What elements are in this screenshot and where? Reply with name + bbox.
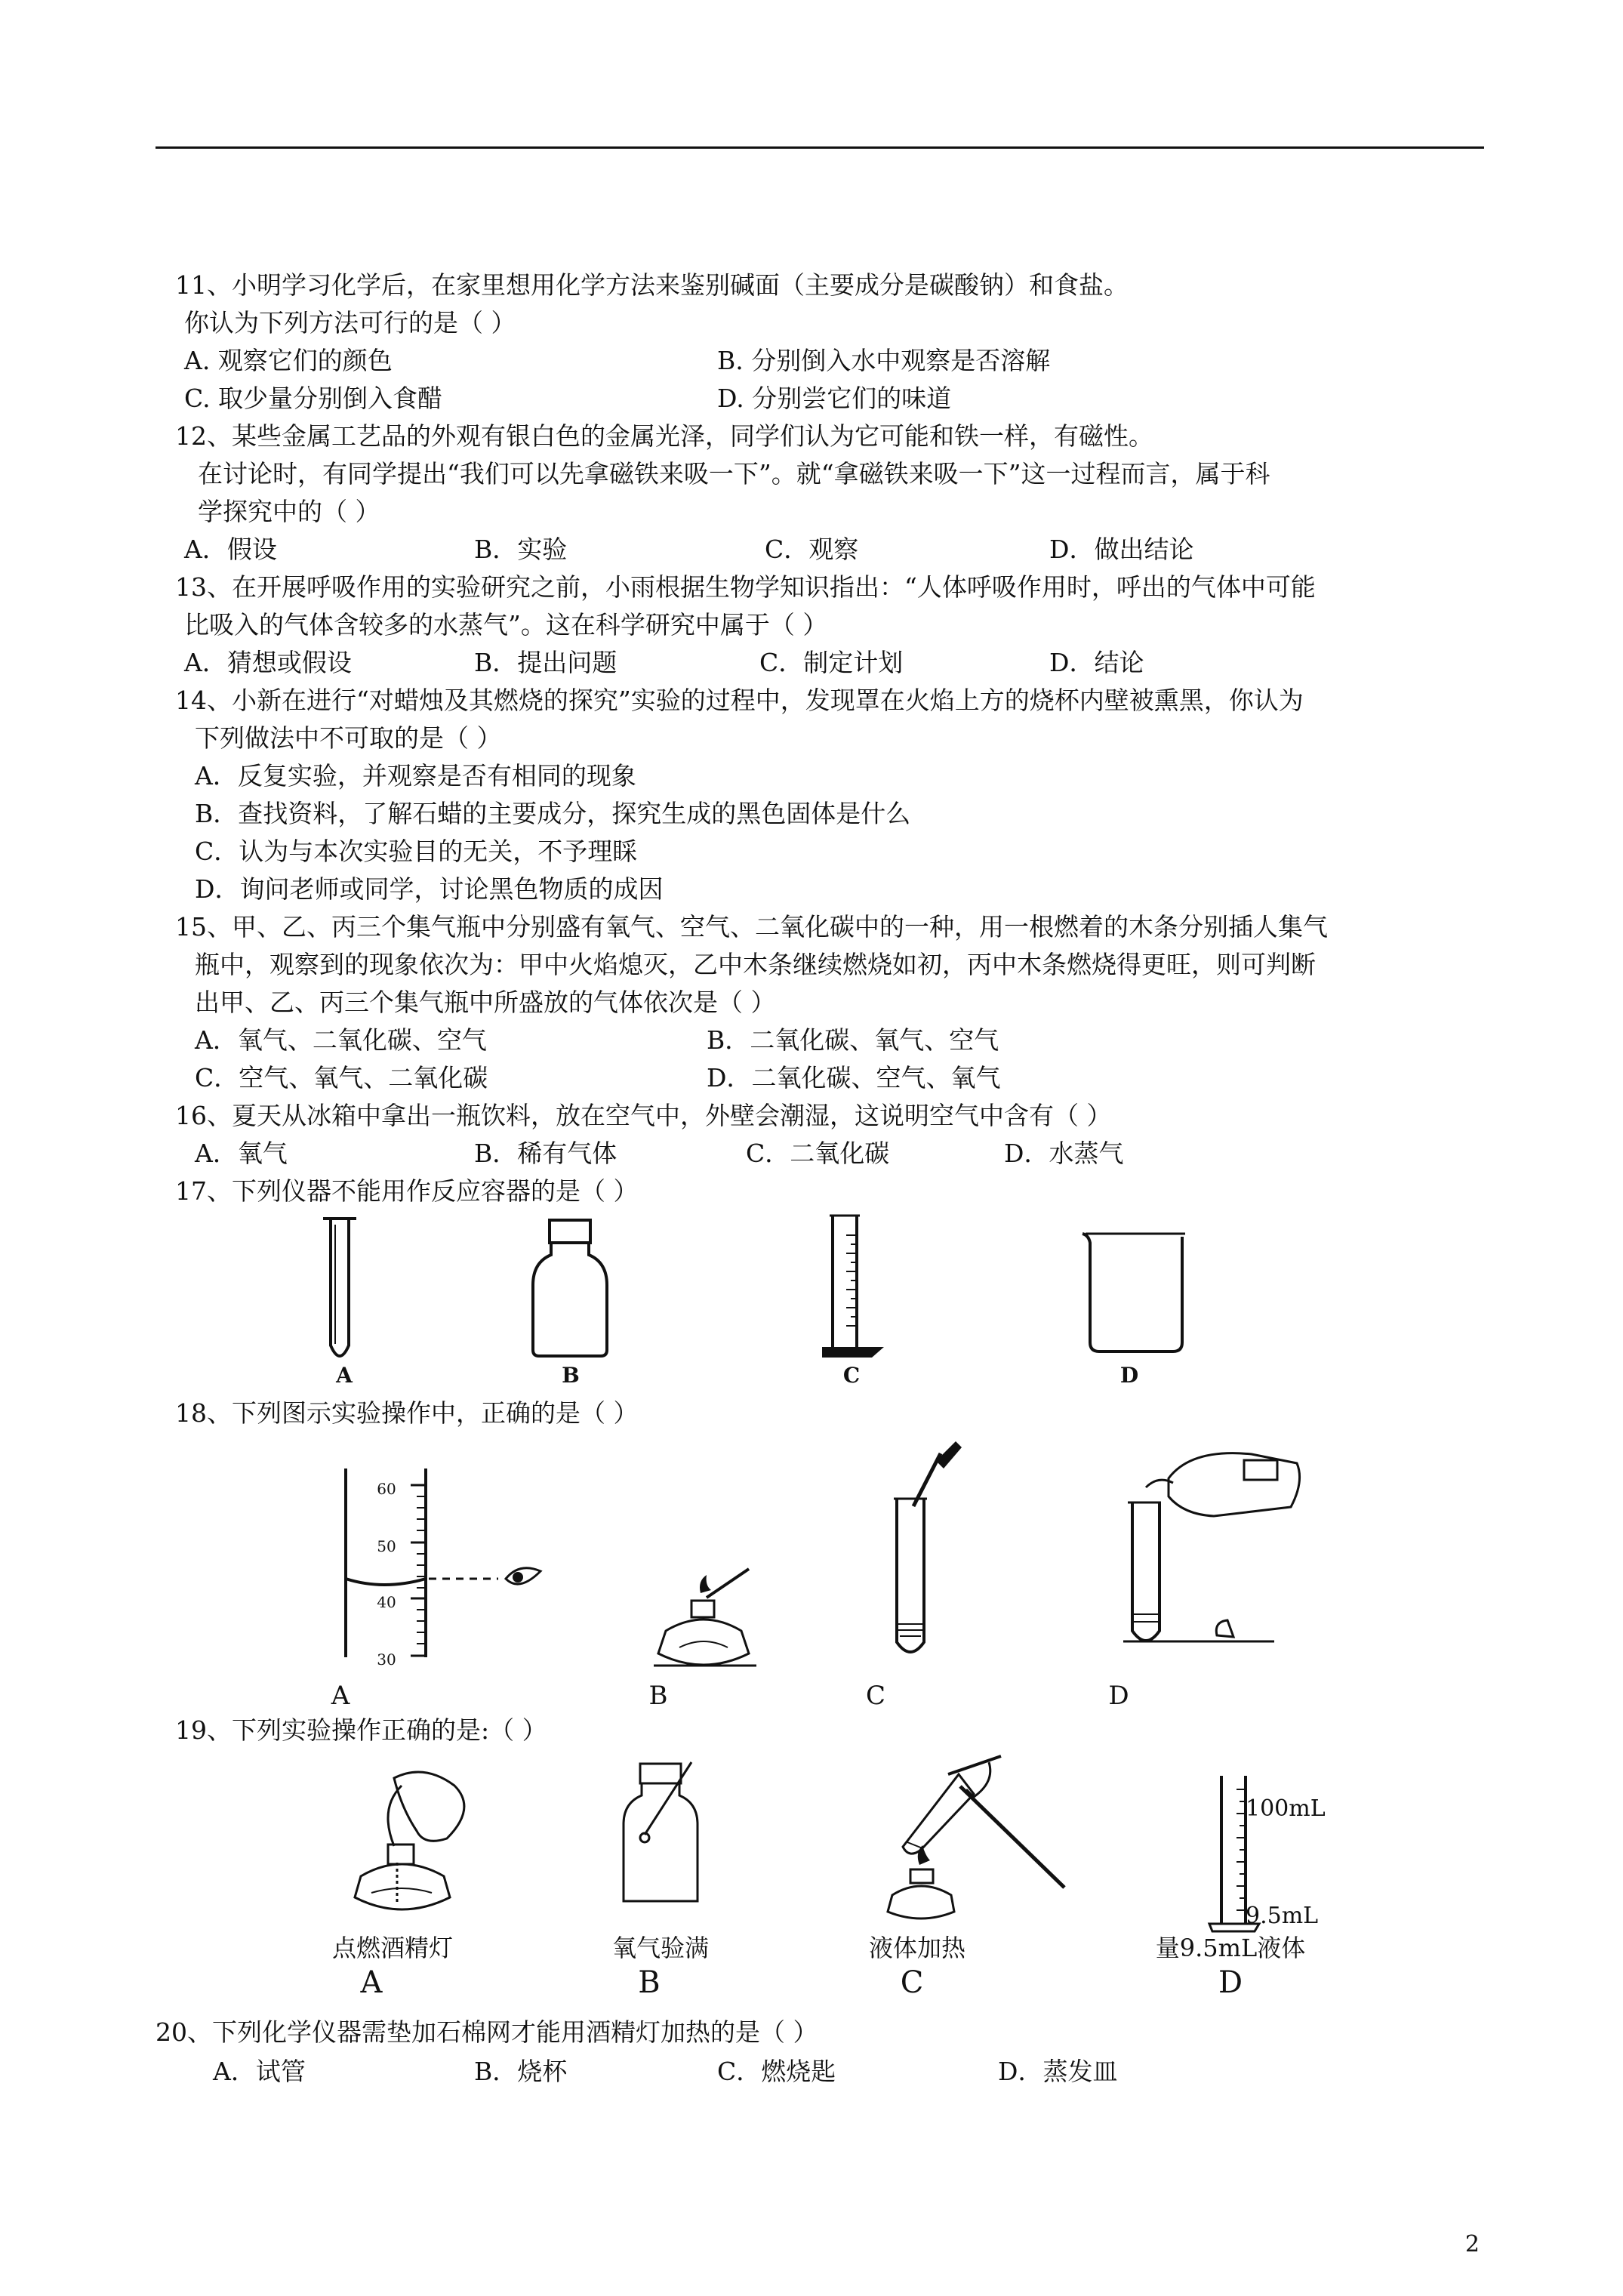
q19-label-a: A bbox=[360, 1965, 383, 2000]
q18-tick-50: 50 bbox=[377, 1537, 396, 1555]
q15-option-d: D．二氧化碳、空气、氧气 bbox=[707, 1063, 1001, 1093]
q18-label-a: A bbox=[331, 1681, 350, 1711]
q17-graduated-cylinder-figure bbox=[819, 1213, 887, 1364]
q19-label-d: D bbox=[1218, 1965, 1243, 2000]
q16-option-b: B．稀有气体 bbox=[474, 1139, 617, 1168]
q12-option-d: D．做出结论 bbox=[1049, 535, 1194, 564]
q17-test-tube-figure bbox=[317, 1216, 362, 1367]
q13-option-a: A．猜想或假设 bbox=[184, 648, 352, 677]
q18-lamp-lighting-figure bbox=[643, 1563, 771, 1676]
q16-option-c: C．二氧化碳 bbox=[746, 1139, 890, 1168]
q16-option-d: D．水蒸气 bbox=[1004, 1139, 1124, 1168]
page-number: 2 bbox=[1464, 2231, 1480, 2257]
q14-option-b: B．查找资料，了解石蜡的主要成分，探究生成的黑色固体是什么 bbox=[195, 799, 911, 828]
q15-option-c: C．空气、氧气、二氧化碳 bbox=[195, 1063, 488, 1093]
q11-stem-1: 11、小明学习化学后，在家里想用化学方法来鉴别碱面（主要成分是碳酸钠）和食盐。 bbox=[175, 270, 1129, 300]
q15-stem-2: 瓶中，观察到的现象依次为：甲中火焰熄灭，乙中木条继续燃烧如初，丙中木条燃烧得更旺，则可判断 bbox=[195, 950, 1316, 979]
q19-lamp-to-lamp-figure bbox=[334, 1763, 485, 1922]
q18-tick-60: 60 bbox=[377, 1480, 396, 1498]
q19-cylinder-top-mark: 100mL bbox=[1246, 1795, 1326, 1822]
q16-stem-1: 16、夏天从冰箱中拿出一瓶饮料，放在空气中，外壁会潮湿，这说明空气中含有（ ） bbox=[175, 1101, 1112, 1130]
q19-label-c: C bbox=[900, 1965, 924, 2000]
q17-label-c: C bbox=[842, 1363, 861, 1388]
q13-option-c: C．制定计划 bbox=[759, 648, 904, 677]
header-rule bbox=[156, 146, 1484, 149]
q19-caption-a: 点燃酒精灯 bbox=[331, 1934, 453, 1962]
q14-option-a: A．反复实验，并观察是否有相同的现象 bbox=[195, 761, 636, 791]
q15-option-b: B．二氧化碳、氧气、空气 bbox=[707, 1025, 999, 1055]
q14-stem-1: 14、小新在进行“对蜡烛及其燃烧的探究”实验的过程中，发现罩在火焰上方的烧杯内壁被熏黑，你认为 bbox=[175, 686, 1304, 715]
q16-option-a: A．氧气 bbox=[195, 1139, 288, 1168]
q14-stem-2: 下列做法中不可取的是（ ） bbox=[195, 723, 502, 753]
q18-pouring-figure bbox=[1116, 1433, 1312, 1660]
q17-beaker-figure bbox=[1078, 1229, 1191, 1358]
q17-label-a: A bbox=[336, 1363, 353, 1388]
q19-cylinder-level-mark: 9.5mL bbox=[1246, 1903, 1319, 1929]
q17-label-d: D bbox=[1119, 1363, 1139, 1388]
q20-stem-1: 20、下列化学仪器需垫加石棉网才能用酒精灯加热的是（ ） bbox=[156, 2017, 818, 2047]
q19-stem-1: 19、下列实验操作正确的是:（ ） bbox=[175, 1715, 547, 1745]
q14-option-c: C．认为与本次实验目的无关，不予理睬 bbox=[195, 837, 638, 866]
q18-tick-40: 40 bbox=[377, 1593, 396, 1611]
q18-label-b: B bbox=[648, 1681, 668, 1711]
q13-stem-2: 比吸入的气体含较多的水蒸气”。这在科学研究中属于（ ） bbox=[184, 610, 828, 639]
q12-option-a: A．假设 bbox=[184, 535, 277, 564]
q20-option-c: C．燃烧匙 bbox=[717, 2057, 836, 2086]
q13-stem-1: 13、在开展呼吸作用的实验研究之前，小雨根据生物学知识指出：“人体呼吸作用时，呼出的气体中可能 bbox=[175, 572, 1316, 602]
q19-label-b: B bbox=[638, 1965, 661, 2000]
q18-label-d: D bbox=[1108, 1681, 1129, 1711]
q15-stem-1: 15、甲、乙、丙三个集气瓶中分别盛有氧气、空气、二氧化碳中的一种，用一根燃着的木条分别插人集气 bbox=[175, 912, 1328, 942]
q15-option-a: A．氧气、二氧化碳、空气 bbox=[195, 1025, 487, 1055]
q12-option-c: C．观察 bbox=[765, 535, 859, 564]
q17-label-b: B bbox=[562, 1363, 580, 1388]
q18-label-c: C bbox=[865, 1681, 885, 1711]
q20-option-b: B．烧杯 bbox=[474, 2057, 568, 2086]
q19-liquid-heating-figure bbox=[876, 1752, 1079, 1925]
q13-option-b: B．提出问题 bbox=[474, 648, 617, 677]
q11-option-d: D. 分别尝它们的味道 bbox=[717, 384, 952, 413]
q11-option-b: B. 分别倒入水中观察是否溶解 bbox=[717, 346, 1051, 375]
q12-stem-1: 12、某些金属工艺品的外观有银白色的金属光泽，同学们认为它可能和铁一样，有磁性。 bbox=[175, 421, 1153, 451]
q20-option-d: D．蒸发皿 bbox=[998, 2057, 1118, 2086]
q18-tick-30: 30 bbox=[377, 1650, 396, 1669]
q18-dropper-figure bbox=[883, 1438, 981, 1665]
q17-wide-mouth-bottle-figure bbox=[528, 1217, 611, 1361]
q14-option-d: D．询问老师或同学，讨论黑色物质的成因 bbox=[195, 874, 664, 904]
q12-stem-3: 学探究中的（ ） bbox=[198, 497, 380, 526]
q19-oxygen-bottle-figure bbox=[619, 1759, 702, 1910]
q11-stem-2: 你认为下列方法可行的是（ ） bbox=[184, 308, 516, 337]
q18-stem-1: 18、下列图示实验操作中，正确的是（ ） bbox=[175, 1398, 639, 1428]
q15-stem-3: 出甲、乙、丙三个集气瓶中所盛放的气体依次是（ ） bbox=[195, 988, 776, 1017]
q20-option-a: A．试管 bbox=[213, 2057, 306, 2086]
q19-caption-c: 液体加热 bbox=[868, 1934, 965, 1962]
q12-option-b: B．实验 bbox=[474, 535, 568, 564]
q12-stem-2: 在讨论时，有同学提出“我们可以先拿磁铁来吸一下”。就“拿磁铁来吸一下”这一过程而言，属于科 bbox=[198, 459, 1270, 488]
q11-option-a: A. 观察它们的颜色 bbox=[184, 346, 393, 375]
q19-caption-d: 量9.5mL液体 bbox=[1155, 1934, 1306, 1962]
q19-caption-b: 氧气验满 bbox=[611, 1934, 709, 1962]
q11-option-c: C. 取少量分别倒入食醋 bbox=[184, 384, 443, 413]
q17-stem-1: 17、下列仪器不能用作反应容器的是（ ） bbox=[175, 1176, 639, 1206]
q13-option-d: D．结论 bbox=[1049, 648, 1144, 677]
